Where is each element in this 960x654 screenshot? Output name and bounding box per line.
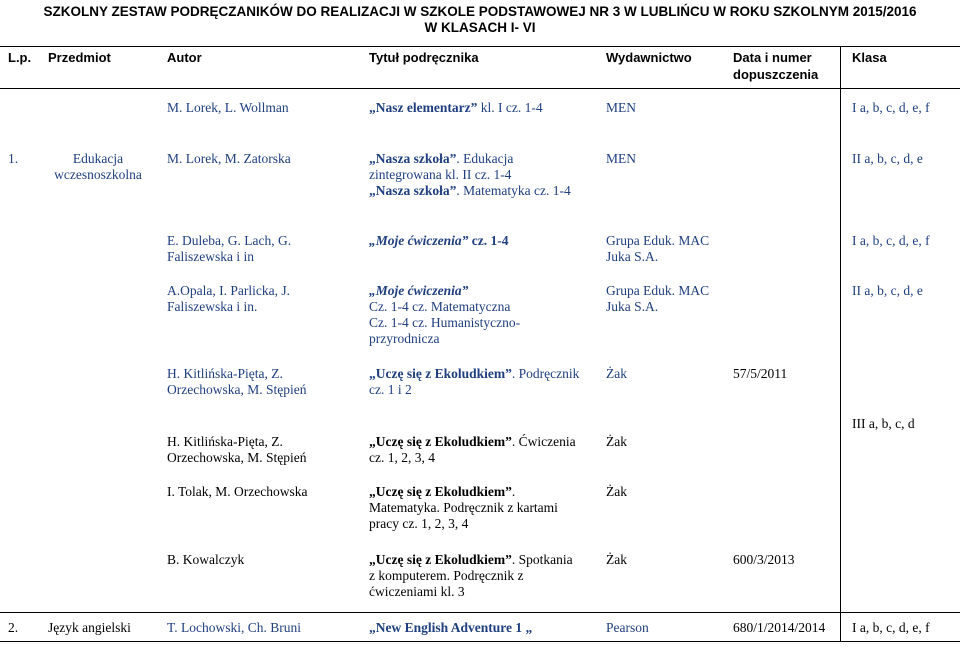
r8-publisher: Żak — [606, 552, 627, 567]
r4-title-line-3: Cz. 1-4 cz. Humanistyczno- — [369, 315, 521, 330]
header-class: Klasa — [852, 50, 887, 65]
r3-publisher-2: Juka S.A. — [606, 249, 659, 264]
r6-title-line-1: „Uczę się z Ekoludkiem”. Ćwiczenia — [369, 434, 576, 449]
section1-lp: 1. — [8, 151, 19, 166]
r8-approval: 600/3/2013 — [733, 552, 795, 567]
r4-author-2: Faliszewska i in. — [167, 299, 258, 314]
header-title: Tytuł podręcznika — [369, 50, 479, 65]
r7-title-line-1: „Uczę się z Ekoludkiem”. — [369, 484, 516, 499]
header-bottom-border — [0, 88, 960, 89]
r1-class: I a, b, c, d, e, f — [852, 100, 930, 115]
r1-publisher: MEN — [606, 100, 636, 115]
section2-subject: Język angielski — [48, 620, 131, 635]
header-publisher: Wydawnictwo — [606, 50, 692, 65]
r3-title: „Moje ćwiczenia” cz. 1-4 — [369, 233, 509, 248]
r6-publisher: Żak — [606, 434, 627, 449]
r3-class: I a, b, c, d, e, f — [852, 233, 930, 248]
r6-author-1: H. Kitlińska-Pięta, Z. — [167, 434, 283, 449]
r8-title-line-3: ćwiczeniami kl. 3 — [369, 584, 465, 599]
r6-title-line-2: cz. 1, 2, 3, 4 — [369, 450, 435, 465]
class-column-border — [840, 46, 841, 642]
r5-author-1: H. Kitlińska-Pięta, Z. — [167, 366, 283, 381]
r8-title-line-2: z komputerem. Podręcznik z — [369, 568, 524, 583]
table-top-border — [0, 46, 960, 47]
header-subject: Przedmiot — [48, 50, 111, 65]
r7-title-line-2: Matematyka. Podręcznik z kartami — [369, 500, 558, 515]
r4-class: II a, b, c, d, e — [852, 283, 923, 298]
r8-author: B. Kowalczyk — [167, 552, 245, 567]
r5-title-line-1: „Uczę się z Ekoludkiem”. Podręcznik — [369, 366, 580, 381]
title-line-2: W KLASACH I- VI — [424, 20, 536, 35]
header-lp: L.p. — [8, 50, 32, 65]
r4-publisher-2: Juka S.A. — [606, 299, 659, 314]
table-bottom-border — [0, 641, 960, 642]
r2-class: II a, b, c, d, e — [852, 151, 923, 166]
r2-title-line-3: „Nasza szkoła”. Matematyka cz. 1-4 — [369, 183, 571, 198]
r3-author-1: E. Duleba, G. Lach, G. — [167, 233, 292, 248]
r2-publisher: MEN — [606, 151, 636, 166]
r4-publisher-1: Grupa Eduk. MAC — [606, 283, 710, 298]
r3-publisher-1: Grupa Eduk. MAC — [606, 233, 710, 248]
r4-author-1: A.Opala, I. Parlicka, J. — [167, 283, 290, 298]
r2-title-line-1: „Nasza szkoła”. Edukacja — [369, 151, 514, 166]
r5-title-line-2: cz. 1 i 2 — [369, 382, 412, 397]
r4-title-line-2: Cz. 1-4 cz. Matematyczna — [369, 299, 511, 314]
r8-title-line-1: „Uczę się z Ekoludkiem”. Spotkania — [369, 552, 573, 567]
r9-publisher: Pearson — [606, 620, 649, 635]
r1-title: „Nasz elementarz” kl. I cz. 1-4 — [369, 100, 543, 115]
class-group-3: III a, b, c, d — [852, 416, 915, 431]
r6-author-2: Orzechowska, M. Stępień — [167, 450, 307, 465]
r7-publisher: Żak — [606, 484, 627, 499]
section1-subject-2: wczesnoszkolna — [54, 167, 142, 182]
r2-author: M. Lorek, M. Zatorska — [167, 151, 291, 166]
section2-lp: 2. — [8, 620, 19, 635]
r9-title: „New English Adventure 1 „ — [369, 620, 533, 635]
r9-author: T. Lochowski, Ch. Bruni — [167, 620, 301, 635]
r7-author: I. Tolak, M. Orzechowska — [167, 484, 308, 499]
header-approval-2: dopuszczenia — [733, 67, 819, 82]
r5-author-2: Orzechowska, M. Stępień — [167, 382, 307, 397]
header-author: Autor — [167, 50, 202, 65]
section1-subject-1: Edukacja — [72, 151, 124, 166]
section-divider — [0, 612, 960, 613]
r5-approval: 57/5/2011 — [733, 366, 788, 381]
r4-title-line-4: przyrodnicza — [369, 331, 440, 346]
r7-title-line-3: pracy cz. 1, 2, 3, 4 — [369, 516, 469, 531]
r3-author-2: Faliszewska i in — [167, 249, 254, 264]
header-approval-1: Data i numer — [733, 50, 812, 65]
title-line-1: SZKOLNY ZESTAW PODRĘCZANIKÓW DO REALIZACJI W SZKOLE PODSTAWOWEJ NR 3 W LUBLIŃCU W ROKU SZKOLNYM 2015/2016 — [43, 4, 917, 19]
r9-approval: 680/1/2014/2014 — [733, 620, 826, 635]
r9-class: I a, b, c, d, e, f — [852, 620, 930, 635]
r1-author: M. Lorek, L. Wollman — [167, 100, 289, 115]
r2-title-line-2: zintegrowana kl. II cz. 1-4 — [369, 167, 512, 182]
r4-title-line-1: „Moje ćwiczenia” — [369, 283, 469, 298]
r5-publisher: Żak — [606, 366, 627, 381]
